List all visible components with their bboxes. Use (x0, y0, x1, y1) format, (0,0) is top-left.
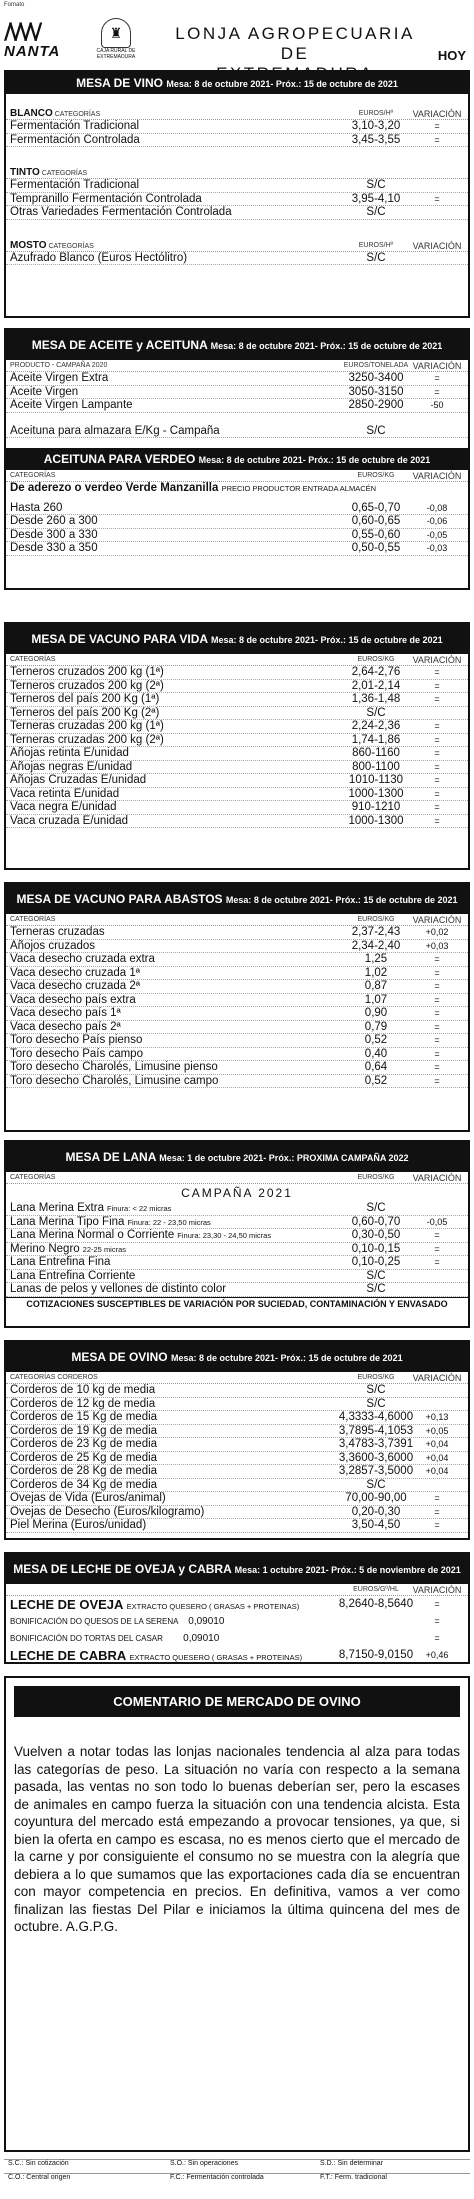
row-price: 910-1210 (351, 801, 401, 813)
table-header: PRODUCTO - CAMPAÑA 2020 EUROS/TONELADA VARIACIÓN (6, 360, 468, 372)
row-variation: -0,05 (426, 1216, 448, 1227)
page-tag: Fomato (4, 2, 25, 8)
table-row (6, 134, 468, 148)
row-variation: = (434, 967, 440, 978)
row-name: Añojas Cruzadas E/unidad (10, 774, 147, 786)
row-variation: -0,06 (426, 516, 448, 526)
table-header: MOSTO CATEGORÍAS EUROS/Hº VARIACIÓN (6, 240, 468, 252)
row-name: Otras Variedades Fermentación Controlada (10, 206, 232, 218)
row-name: Toro desecho País campo (10, 1047, 143, 1060)
table-row (6, 515, 468, 529)
table-header: CATEGORÍAS EUROS/KG VARIACIÓN (6, 654, 468, 666)
row-price: S/C (366, 1269, 386, 1282)
row-variation: = (434, 134, 440, 145)
row-variation: = (434, 981, 440, 991)
table-row (6, 940, 468, 954)
table-row (6, 1519, 468, 1533)
section-aceite (4, 328, 470, 590)
row-variation: = (434, 386, 440, 397)
table-row (6, 386, 468, 400)
table-row (6, 666, 468, 680)
table-row (6, 179, 468, 193)
section-title: MESA DE ACEITE y ACEITUNA Mesa: 8 de octubre 2021- Próx.: 15 de octubre de 2021 (6, 330, 468, 360)
table-row (6, 788, 468, 802)
page-header (0, 8, 474, 70)
row-name: Terneros cruzados 200 kg (2ª) (10, 679, 164, 692)
row-variation: = (434, 734, 440, 745)
row-variation: +0,03 (425, 940, 449, 951)
table-row (6, 1048, 468, 1062)
section-leche (4, 1552, 470, 1664)
table-row (6, 252, 468, 266)
row-price: 3,95-4,10 (351, 192, 401, 205)
table-row (6, 529, 468, 543)
row-price: 2,34-2,40 (351, 939, 401, 952)
row-name: Terneras cruzadas 200 kg (2ª) (10, 733, 164, 746)
row-variation: = (434, 1243, 440, 1254)
comment-text: Vuelven a notar todas las lonjas nacionales tendencia al alza para todas las categorías de peso. La situación no varía con respecto a la semana pasada, las ventas no son todo lo buenas deberían ser, pero la escases de animales en campo fuerza la situación con una tendencia alcista. Esta coyuntura del mercado está empezando a provocar tensiones, ya que, si bien la oferta en campo es escasa, no es menos cierto que el mercado de la carne y por consiguiente el consumo no se muestra con la alegría que debiera a lo que sumamos que las exportaciones cada día se encuentran con mayor competencia en precios. En definitiva, vamos a ver como finalizan las fiestas Del Pilar e iniciamos la última quincena del mes de octubre. A.G.P.G. (14, 1744, 460, 1934)
table-row (6, 747, 468, 761)
table-row (6, 1479, 468, 1493)
table-row (6, 1202, 468, 1216)
row-variation: +0,05 (425, 1425, 449, 1436)
table-row (6, 680, 468, 694)
table-header: TINTO CATEGORÍAS (6, 167, 468, 179)
row-name: Azufrado Blanco (Euros Hectólitro) (10, 251, 188, 264)
table-row (6, 953, 468, 967)
row-price: 1010-1130 (348, 774, 404, 786)
row-name: Aceituna para almazara E/Kg - Campaña (10, 424, 220, 437)
caja-rural-logo: ♜ CAJA RURAL DE EXTREMADURA (86, 18, 146, 66)
table-header: CATEGORÍAS EUROS/KG VARIACIÓN (6, 1172, 468, 1184)
row-variation: = (434, 193, 440, 204)
table-row: BONIFICACIÓN DO TORTAS DEL CASAR 0,09010 = (10, 1633, 440, 1644)
row-variation: = (434, 1493, 440, 1503)
table-row (6, 206, 468, 220)
table-row (6, 720, 468, 734)
table-row: LECHE DE CABRA EXTRACTO QUESERO ( GRASAS + PROTEINAS) 8,7150-9,0150 +0,46 (10, 1648, 449, 1663)
row-variation: +0,02 (425, 927, 449, 937)
row-price: S/C (366, 1384, 386, 1396)
row-price: 0,55-0,60 (351, 528, 401, 541)
verdeo-subtitle: De aderezo o verdeo Verde Manzanilla PRECIO PRODUCTOR ENTRADA ALMACÉN (10, 482, 377, 494)
row-name: Desde 300 a 330 (10, 528, 98, 541)
lana-footer: COTIZACIONES SUSCEPTIBLES DE VARIACIÓN POR SUCIEDAD, CONTAMINACIÓN Y ENVASADO (6, 1297, 468, 1311)
row-price: 2850-2900 (348, 399, 404, 411)
section-title: MESA DE VINO Mesa: 8 de octubre 2021- Próx.: 15 de octubre de 2021 (6, 72, 468, 94)
row-name: Vaca desecho país extra (10, 993, 136, 1006)
row-variation: = (434, 802, 440, 812)
row-name: Terneros del país 200 Kg (2ª) (10, 706, 160, 719)
row-price: S/C (366, 206, 386, 218)
row-variation: = (434, 1230, 440, 1240)
row-price: 0,52 (364, 1034, 388, 1046)
row-price: 0,10-0,15 (351, 1242, 401, 1255)
row-price: 4,3333-4,6000 (338, 1411, 414, 1423)
table-row (6, 399, 468, 413)
row-note: Finura: 23,30 - 24,50 micras (177, 1231, 272, 1240)
row-name: Lana Entrefina Fina (10, 1256, 111, 1268)
table-row (6, 542, 468, 556)
row-name: Lana Merina Tipo Fina (10, 1215, 125, 1228)
row-name: Añojas retinta E/unidad (10, 747, 129, 759)
row-price: S/C (366, 251, 386, 264)
row-price: 0,60-0,70 (351, 1215, 401, 1228)
table-row (6, 1075, 468, 1089)
table-row (6, 815, 468, 829)
row-name: Aceite Virgen Extra (10, 372, 109, 384)
row-variation: = (434, 994, 440, 1005)
row-price: 1,74-1,86 (351, 733, 401, 746)
row-name: Vaca cruzada E/unidad (10, 814, 129, 827)
table-row (6, 1021, 468, 1035)
row-variation: +0,04 (425, 1439, 449, 1449)
table-row (6, 1384, 468, 1398)
row-price: 0,64 (364, 1061, 388, 1073)
row-price: 2,01-2,14 (351, 679, 401, 692)
row-price: 0,52 (364, 1074, 388, 1087)
row-name: Corderos de 28 Kg de media (10, 1465, 158, 1477)
table-row (6, 1270, 468, 1284)
row-price: S/C (366, 706, 386, 719)
table-row (6, 1283, 468, 1297)
row-price: 0,60-0,65 (351, 515, 401, 527)
section-comentario (4, 1676, 470, 2152)
row-name: Corderos de 10 kg de media (10, 1384, 156, 1396)
table-row (6, 801, 468, 815)
row-price: 860-1160 (352, 747, 400, 759)
row-price: 1,25 (364, 953, 388, 965)
row-name: Vaca desecho país 2ª (10, 1020, 121, 1033)
row-price: 0,87 (364, 980, 388, 992)
row-note: Finura: < 22 micras (106, 1204, 172, 1213)
row-variation: = (434, 815, 440, 826)
row-variation: = (434, 748, 440, 758)
row-price: S/C (366, 1397, 386, 1410)
row-name: Hasta 260 (10, 501, 63, 514)
row-variation: -0,05 (426, 529, 448, 540)
row-variation: = (434, 954, 440, 964)
row-variation: = (434, 721, 440, 731)
table-row (6, 994, 468, 1008)
row-name: Fermentación Controlada (10, 133, 140, 146)
verdeo-title: ACEITUNA PARA VERDEO Mesa: 8 de octubre 2021- Próx.: 15 de octubre de 2021 (6, 448, 468, 470)
table-row (6, 734, 468, 748)
row-price: 2,64-2,76 (351, 666, 401, 678)
row-name: Corderos de 25 Kg de media (10, 1451, 158, 1464)
row-variation: = (434, 1520, 440, 1530)
table-row (6, 693, 468, 707)
table-row (6, 967, 468, 981)
row-name: Corderos de 34 Kg de media (10, 1478, 158, 1491)
table-row (6, 926, 468, 940)
row-price: 1000-1300 (348, 787, 404, 800)
row-price: S/C (366, 179, 386, 191)
row-price: S/C (366, 1202, 386, 1214)
row-variation: = (434, 694, 440, 704)
row-price: 1,36-1,48 (351, 693, 401, 705)
row-price: 3,50-4,50 (351, 1519, 401, 1531)
row-variation: -50 (430, 400, 444, 410)
row-variation: = (434, 1075, 440, 1086)
newspaper-logo: HOY (437, 48, 466, 63)
row-name: Toro desecho País pienso (10, 1034, 143, 1046)
row-name: Vaca desecho cruzada extra (10, 953, 155, 965)
row-variation: = (434, 373, 440, 383)
row-price: 0,65-0,70 (351, 501, 401, 514)
row-variation: = (434, 1257, 440, 1267)
table-row (6, 761, 468, 775)
row-name: Merino Negro (10, 1242, 80, 1255)
row-name: Terneras cruzadas (10, 926, 105, 938)
table-row (6, 120, 468, 134)
table-header: EUROS/Gº/HL VARIACIÓN (6, 1584, 468, 1596)
table-row (6, 372, 468, 386)
row-price: S/C (366, 424, 386, 437)
table-row (6, 1506, 468, 1520)
row-price: 1,07 (364, 993, 388, 1006)
table-row (6, 1452, 468, 1466)
table-row (6, 1438, 468, 1452)
row-variation: = (434, 667, 440, 677)
table-row (6, 1256, 468, 1270)
section-vacuno-vida (4, 622, 470, 870)
row-name: Piel Merina (Euros/unidad) (10, 1519, 147, 1531)
row-note: 22-25 micras (82, 1244, 127, 1254)
row-price: 0,40 (364, 1047, 388, 1060)
row-name: Vaca desecho país 1ª (10, 1007, 121, 1019)
row-name: Fermentación Tradicional (10, 179, 140, 191)
row-variation: +0,04 (425, 1466, 449, 1476)
table-row (6, 1425, 468, 1439)
table-row (6, 1398, 468, 1412)
row-name: Añojos cruzados (10, 939, 96, 952)
row-price: 800-1100 (352, 760, 400, 773)
row-name: Lana Entrefina Corriente (10, 1269, 136, 1282)
row-name: Corderos de 12 kg de media (10, 1397, 156, 1410)
row-variation: = (434, 121, 440, 131)
row-variation: = (434, 1008, 440, 1018)
section-title: MESA DE LECHE DE OVEJA y CABRA Mesa: 1 octubre 2021- Próx.: 5 de noviembre de 2021 (6, 1554, 468, 1584)
section-vacuno-abastos (4, 882, 470, 1132)
row-name: Terneros cruzados 200 kg (1ª) (10, 666, 164, 678)
row-price: 3050-3150 (348, 385, 404, 398)
row-price: 0,10-0,25 (351, 1256, 401, 1268)
row-name: Corderos de 15 Kg de media (10, 1411, 158, 1423)
row-variation: = (434, 788, 440, 799)
row-price: S/C (366, 1283, 386, 1295)
row-name: Toro desecho Charolés, Limusine pienso (10, 1061, 218, 1073)
row-price: 0,30-0,50 (351, 1229, 401, 1241)
table-row (6, 1061, 468, 1075)
row-price: 2,37-2,43 (351, 926, 401, 938)
row-name: Ovejas de Vida (Euros/animal) (10, 1492, 166, 1504)
row-name: Terneros del país 200 Kg (1ª) (10, 693, 160, 705)
nanta-logo: /\/\/\/ NANTA (4, 20, 61, 60)
row-variation: = (434, 1506, 440, 1517)
row-variation: = (434, 775, 440, 785)
row-price: 3,7895-4,1053 (338, 1424, 414, 1437)
section-title: MESA DE VACUNO PARA VIDA Mesa: 8 de octubre 2021- Próx.: 15 de octubre de 2021 (6, 624, 468, 654)
table-row (6, 774, 468, 788)
section-title: MESA DE VACUNO PARA ABASTOS Mesa: 8 de octubre 2021- Próx.: 15 de octubre de 2021 (6, 884, 468, 914)
row-name: Lanas de pelos y vellones de distinto color (10, 1283, 227, 1295)
row-name: Aceite Virgen (10, 385, 79, 398)
table-row (6, 1216, 468, 1230)
legend: S.C.: Sin cotización S.O.: Sin operaciones S.D.: Sin determinar C.O.: Central origen F.C.: Fermentación controlada F.T.: Ferm. tradicional (4, 2159, 470, 2187)
table-header: CATEGORÍAS CORDEROS EUROS/KG VARIACIÓN (6, 1372, 468, 1384)
row-variation: -0,03 (426, 543, 448, 553)
row-price: 1,02 (364, 966, 388, 979)
row-price: 3,45-3,55 (351, 133, 401, 146)
row-price: 3,2857-3,5000 (338, 1465, 414, 1477)
page-title: LONJA AGROPECUARIA DE (175, 24, 415, 63)
row-note: Finura: 22 - 23,50 micras (127, 1217, 211, 1227)
table-row: LECHE DE OVEJA EXTRACTO QUESERO ( GRASAS + PROTEINAS) 8,2640-8,5640 = (10, 1597, 440, 1612)
row-name: Añojas negras E/unidad (10, 760, 133, 773)
row-price: 3,3600-3,6000 (338, 1451, 414, 1464)
table-row (6, 193, 468, 207)
row-name: Vaca desecho cruzada 2ª (10, 980, 140, 992)
table-row (6, 1492, 468, 1506)
section-title: MESA DE LANA Mesa: 1 de octubre 2021- Próx.: PROXIMA CAMPAÑA 2022 (6, 1142, 468, 1172)
section-title: COMENTARIO DE MERCADO DE OVINO (14, 1686, 460, 1717)
row-price: 3250-3400 (348, 372, 404, 384)
table-row (6, 1007, 468, 1021)
row-name: Fermentación Tradicional (10, 120, 140, 132)
row-variation: -0,08 (426, 502, 448, 513)
row-variation: +0,13 (425, 1412, 449, 1422)
row-price: 3,4783-3,7391 (338, 1438, 414, 1450)
section-lana (4, 1140, 470, 1328)
table-row: BONIFICACIÓN DO QUESOS DE LA SERENA 0,09010 = (10, 1616, 440, 1627)
row-price: 1000-1300 (348, 814, 404, 827)
row-name: Aceite Virgen Lampante (10, 399, 133, 411)
row-name: Corderos de 19 Kg de media (10, 1424, 158, 1437)
row-name: Ovejas de Desecho (Euros/kilogramo) (10, 1505, 205, 1518)
table-row (6, 1465, 468, 1479)
section-ovino (4, 1340, 470, 1540)
row-variation: = (434, 761, 440, 772)
row-variation: = (434, 1048, 440, 1059)
row-variation: = (434, 680, 440, 691)
table-row (6, 707, 468, 721)
table-row (6, 1034, 468, 1048)
row-price: 3,10-3,20 (351, 120, 401, 132)
table-row (6, 1243, 468, 1257)
table-row (6, 980, 468, 994)
row-variation: +0,04 (425, 1452, 449, 1463)
row-price: 0,50-0,55 (351, 542, 401, 554)
row-name: Terneras cruzadas 200 kg (1ª) (10, 720, 164, 732)
row-variation: = (434, 1062, 440, 1072)
section-vino (4, 70, 470, 318)
tower-icon: ♜ (101, 18, 131, 48)
row-name: Lana Merina Normal o Corriente (10, 1229, 175, 1241)
row-name: Vaca negra E/unidad (10, 801, 117, 813)
row-name: Tempranillo Fermentación Controlada (10, 192, 202, 205)
row-name: Vaca retinta E/unidad (10, 787, 120, 800)
row-price: S/C (366, 1478, 386, 1491)
row-name: Vaca desecho cruzada 1ª (10, 966, 140, 979)
row-price: 70,00-90,00 (345, 1492, 407, 1504)
table-header: CATEGORÍAS EUROS/KG VARIACIÓN (6, 914, 468, 926)
row-price: 2,24-2,36 (351, 720, 401, 732)
campaign-label: CAMPAÑA 2021 (181, 1186, 293, 1200)
row-name: Desde 260 a 300 (10, 515, 98, 527)
row-price: 0,20-0,30 (351, 1505, 401, 1518)
row-price: 0,90 (364, 1007, 388, 1019)
table-header: CATEGORÍAS EUROS/KG VARIACIÓN (6, 470, 468, 482)
row-variation: = (434, 1035, 440, 1045)
section-title: MESA DE OVINO Mesa: 8 de octubre 2021- Próx.: 15 de octubre de 2021 (6, 1342, 468, 1372)
row-variation: = (434, 1021, 440, 1032)
table-row (6, 1229, 468, 1243)
table-header: BLANCO CATEGORÍAS EUROS/Hº VARIACIÓN (6, 108, 468, 120)
row-price: 0,79 (364, 1020, 388, 1033)
table-row (6, 425, 468, 439)
row-name: Lana Merina Extra (10, 1202, 104, 1214)
row-name: Desde 330 a 350 (10, 542, 98, 554)
table-row (6, 502, 468, 516)
table-row (6, 1411, 468, 1425)
row-name: Toro desecho Charolés, Limusine campo (10, 1074, 219, 1087)
row-name: Corderos de 23 Kg de media (10, 1438, 158, 1450)
